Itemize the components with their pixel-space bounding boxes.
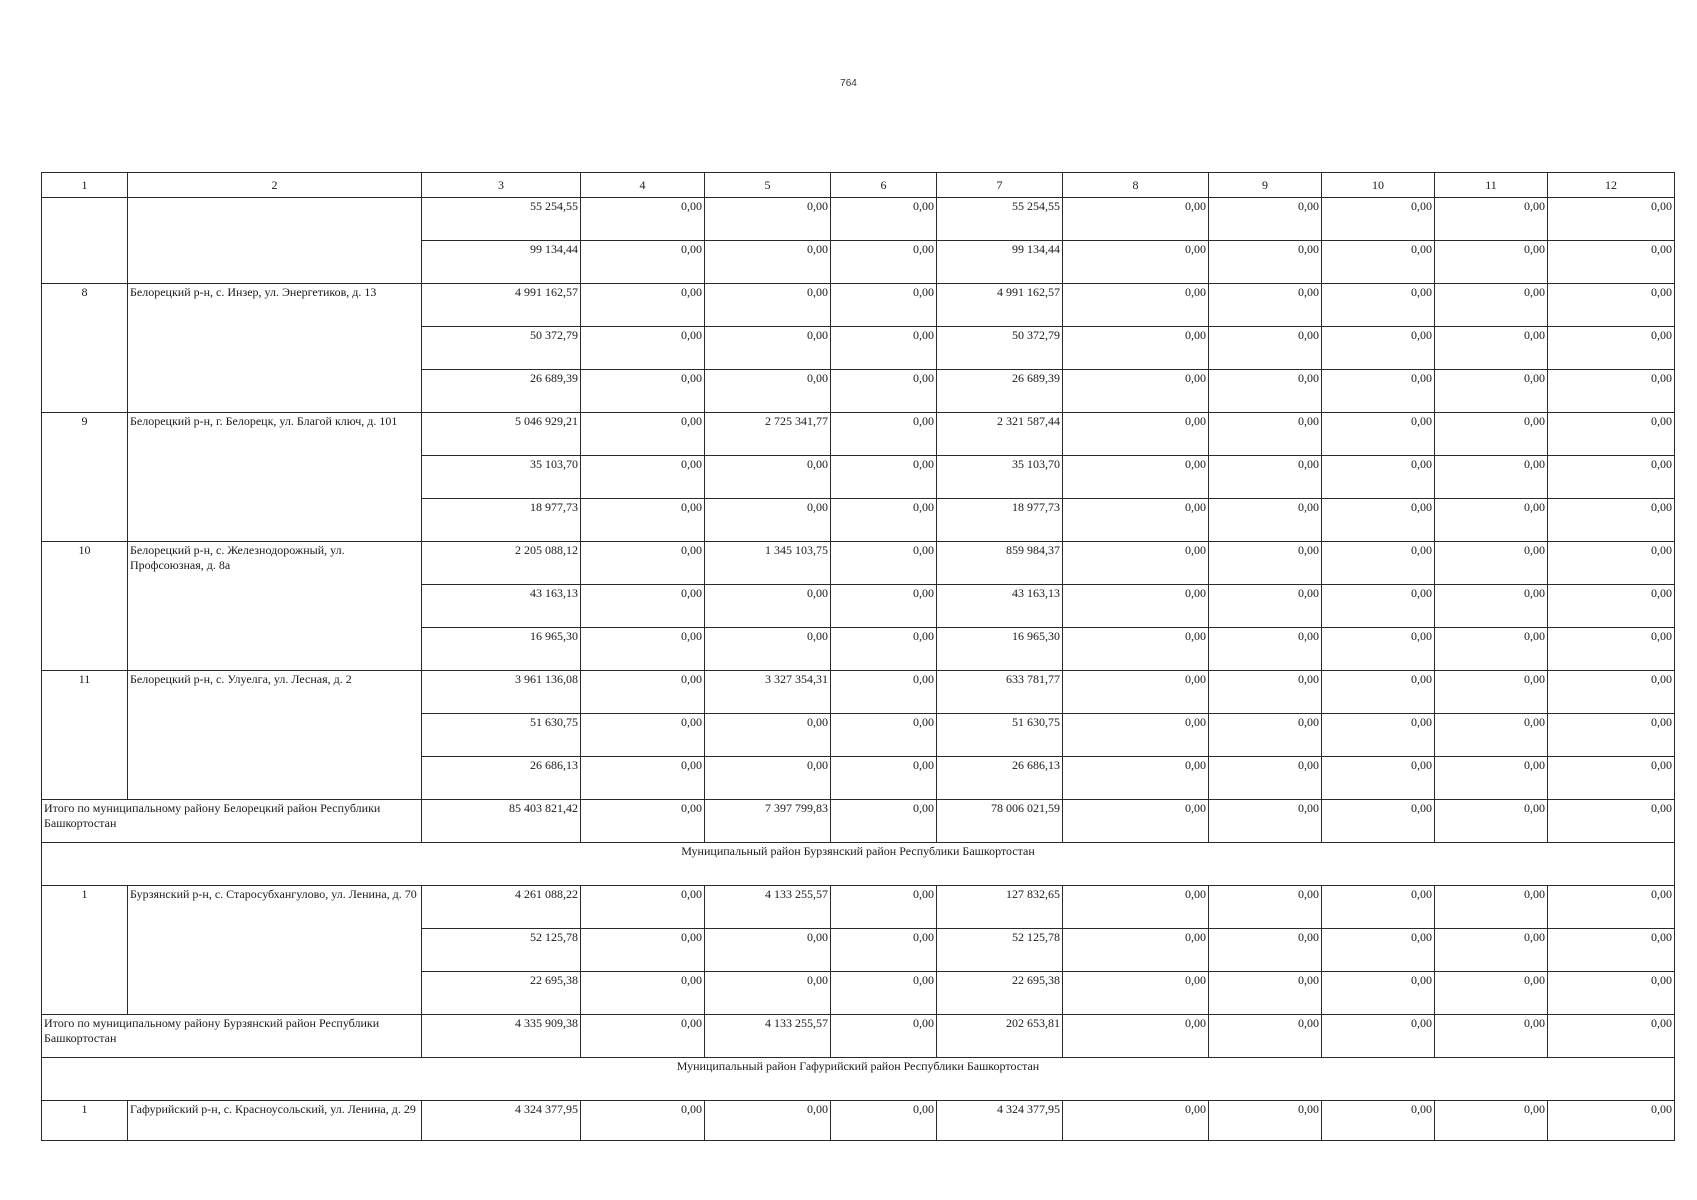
amount-cell: 0,00: [705, 499, 831, 542]
amount-cell: 0,00: [1548, 757, 1675, 800]
amount-cell: 0,00: [1209, 241, 1322, 284]
amount-cell: 0,00: [705, 241, 831, 284]
amount-cell: 0,00: [1209, 370, 1322, 413]
amount-cell: 51 630,75: [937, 714, 1063, 757]
amount-cell: 18 977,73: [937, 499, 1063, 542]
amount-cell: 0,00: [831, 542, 937, 585]
amount-cell: 0,00: [705, 585, 831, 628]
amount-cell: 0,00: [1209, 327, 1322, 370]
amount-cell: 85 403 821,42: [422, 800, 581, 843]
address-cell: Бурзянский р-н, с. Старосубхангулово, ул. Ленина, д. 70: [128, 886, 422, 1015]
amount-cell: 35 103,70: [422, 456, 581, 499]
amount-cell: 0,00: [1209, 1101, 1322, 1141]
row-number: 1: [42, 1101, 128, 1141]
amount-cell: 0,00: [581, 714, 705, 757]
amount-cell: 3 961 136,08: [422, 671, 581, 714]
total-label: Итого по муниципальному району Белорецкий район Республики Башкортостан: [42, 800, 422, 843]
amount-cell: 43 163,13: [422, 585, 581, 628]
amount-cell: 0,00: [1209, 542, 1322, 585]
amount-cell: 50 372,79: [937, 327, 1063, 370]
amount-cell: 1 345 103,75: [705, 542, 831, 585]
amount-cell: 0,00: [831, 456, 937, 499]
amount-cell: 0,00: [831, 1101, 937, 1141]
column-header: 4: [581, 173, 705, 198]
amount-cell: 4 335 909,38: [422, 1015, 581, 1058]
column-header: 11: [1435, 173, 1548, 198]
amount-cell: 0,00: [1063, 671, 1209, 714]
amount-cell: 0,00: [831, 671, 937, 714]
amount-cell: 0,00: [1435, 284, 1548, 327]
amount-cell: 0,00: [1063, 972, 1209, 1015]
amount-cell: 0,00: [1435, 972, 1548, 1015]
amount-cell: 0,00: [1548, 1015, 1675, 1058]
data-table: [41, 172, 1675, 1141]
address-cell: Белорецкий р-н, с. Железнодорожный, ул. Профсоюзная, д. 8а: [128, 542, 422, 671]
amount-cell: 0,00: [581, 1101, 705, 1141]
amount-cell: 7 397 799,83: [705, 800, 831, 843]
amount-cell: 0,00: [581, 499, 705, 542]
table-row: [42, 886, 1675, 929]
amount-cell: 0,00: [1548, 714, 1675, 757]
section-title: Муниципальный район Бурзянский район Республики Башкортостан: [42, 843, 1675, 886]
section-row: [42, 1058, 1675, 1101]
amount-cell: 0,00: [705, 284, 831, 327]
amount-cell: 0,00: [1548, 671, 1675, 714]
amount-cell: 0,00: [581, 542, 705, 585]
amount-cell: 0,00: [831, 886, 937, 929]
amount-cell: 0,00: [1548, 370, 1675, 413]
amount-cell: 0,00: [1063, 499, 1209, 542]
amount-cell: 0,00: [1435, 370, 1548, 413]
amount-cell: 0,00: [1435, 671, 1548, 714]
table-row: [42, 413, 1675, 456]
amount-cell: 0,00: [831, 714, 937, 757]
amount-cell: 0,00: [1322, 370, 1435, 413]
amount-cell: 0,00: [831, 198, 937, 241]
amount-cell: 0,00: [1209, 800, 1322, 843]
amount-cell: 0,00: [705, 370, 831, 413]
amount-cell: 0,00: [1063, 628, 1209, 671]
amount-cell: 0,00: [1435, 241, 1548, 284]
amount-cell: 0,00: [1063, 1015, 1209, 1058]
amount-cell: 0,00: [831, 370, 937, 413]
amount-cell: 0,00: [1322, 714, 1435, 757]
table-header: [42, 173, 1675, 198]
column-header: 9: [1209, 173, 1322, 198]
amount-cell: 2 725 341,77: [705, 413, 831, 456]
amount-cell: 0,00: [1063, 929, 1209, 972]
amount-cell: 51 630,75: [422, 714, 581, 757]
amount-cell: 0,00: [1322, 800, 1435, 843]
amount-cell: 0,00: [1322, 585, 1435, 628]
amount-cell: 0,00: [705, 929, 831, 972]
amount-cell: 43 163,13: [937, 585, 1063, 628]
amount-cell: 4 324 377,95: [937, 1101, 1063, 1141]
amount-cell: 0,00: [1322, 241, 1435, 284]
column-header: 1: [42, 173, 128, 198]
amount-cell: 0,00: [581, 972, 705, 1015]
amount-cell: 4 133 255,57: [705, 1015, 831, 1058]
amount-cell: 0,00: [1322, 886, 1435, 929]
amount-cell: 0,00: [581, 327, 705, 370]
amount-cell: 0,00: [581, 1015, 705, 1058]
amount-cell: 16 965,30: [937, 628, 1063, 671]
amount-cell: 0,00: [1209, 499, 1322, 542]
amount-cell: 0,00: [1548, 327, 1675, 370]
amount-cell: 0,00: [831, 413, 937, 456]
amount-cell: 26 686,13: [422, 757, 581, 800]
table-row: [42, 671, 1675, 714]
amount-cell: 0,00: [1435, 542, 1548, 585]
amount-cell: 0,00: [1209, 671, 1322, 714]
amount-cell: 0,00: [1548, 413, 1675, 456]
address-cell: Гафурийский р-н, с. Красноусольский, ул. Ленина, д. 29: [128, 1101, 422, 1141]
amount-cell: 0,00: [1063, 284, 1209, 327]
amount-cell: 0,00: [831, 585, 937, 628]
amount-cell: 0,00: [1435, 327, 1548, 370]
amount-cell: 16 965,30: [422, 628, 581, 671]
amount-cell: 0,00: [1435, 198, 1548, 241]
amount-cell: 0,00: [1435, 800, 1548, 843]
amount-cell: 4 991 162,57: [422, 284, 581, 327]
amount-cell: 0,00: [1548, 929, 1675, 972]
amount-cell: 0,00: [705, 714, 831, 757]
amount-cell: 0,00: [831, 800, 937, 843]
amount-cell: 0,00: [1435, 757, 1548, 800]
amount-cell: 0,00: [581, 585, 705, 628]
amount-cell: 0,00: [1322, 456, 1435, 499]
amount-cell: 0,00: [1322, 671, 1435, 714]
amount-cell: 0,00: [581, 757, 705, 800]
amount-cell: 0,00: [1063, 198, 1209, 241]
amount-cell: 0,00: [1063, 542, 1209, 585]
amount-cell: 859 984,37: [937, 542, 1063, 585]
amount-cell: 0,00: [1548, 241, 1675, 284]
amount-cell: 52 125,78: [937, 929, 1063, 972]
header-row: [42, 173, 1675, 198]
amount-cell: 35 103,70: [937, 456, 1063, 499]
amount-cell: 4 261 088,22: [422, 886, 581, 929]
column-header: 6: [831, 173, 937, 198]
amount-cell: 0,00: [1322, 284, 1435, 327]
amount-cell: 0,00: [1209, 585, 1322, 628]
amount-cell: 0,00: [831, 757, 937, 800]
amount-cell: 0,00: [831, 284, 937, 327]
amount-cell: 0,00: [581, 628, 705, 671]
address-cell: Белорецкий р-н, г. Белорецк, ул. Благой ключ, д. 101: [128, 413, 422, 542]
column-header: 2: [128, 173, 422, 198]
amount-cell: 0,00: [1435, 1101, 1548, 1141]
amount-cell: 99 134,44: [937, 241, 1063, 284]
amount-cell: 0,00: [1435, 1015, 1548, 1058]
amount-cell: 0,00: [1322, 1101, 1435, 1141]
amount-cell: 0,00: [1548, 499, 1675, 542]
page-number: 764: [840, 78, 857, 89]
amount-cell: 0,00: [581, 198, 705, 241]
table-row: [42, 542, 1675, 585]
amount-cell: 0,00: [1548, 284, 1675, 327]
amount-cell: 0,00: [1209, 628, 1322, 671]
amount-cell: 0,00: [1209, 886, 1322, 929]
section-title: Муниципальный район Гафурийский район Республики Башкортостан: [42, 1058, 1675, 1101]
amount-cell: 0,00: [705, 628, 831, 671]
total-label: Итого по муниципальному району Бурзянский район Республики Башкортостан: [42, 1015, 422, 1058]
amount-cell: 0,00: [705, 456, 831, 499]
amount-cell: 2 321 587,44: [937, 413, 1063, 456]
table-row: [42, 1101, 1675, 1141]
row-number: 8: [42, 284, 128, 413]
amount-cell: 0,00: [1435, 929, 1548, 972]
amount-cell: 4 324 377,95: [422, 1101, 581, 1141]
amount-cell: 52 125,78: [422, 929, 581, 972]
amount-cell: 0,00: [705, 198, 831, 241]
amount-cell: 0,00: [1322, 327, 1435, 370]
amount-cell: 4 991 162,57: [937, 284, 1063, 327]
amount-cell: 0,00: [1548, 1101, 1675, 1141]
amount-cell: 0,00: [1435, 714, 1548, 757]
amount-cell: 26 686,13: [937, 757, 1063, 800]
amount-cell: 0,00: [1548, 886, 1675, 929]
amount-cell: 0,00: [705, 972, 831, 1015]
table-row: [42, 198, 1675, 241]
amount-cell: 78 006 021,59: [937, 800, 1063, 843]
amount-cell: 0,00: [1322, 929, 1435, 972]
amount-cell: 0,00: [1548, 972, 1675, 1015]
amount-cell: 0,00: [705, 327, 831, 370]
amount-cell: 0,00: [581, 370, 705, 413]
amount-cell: 0,00: [581, 671, 705, 714]
amount-cell: 0,00: [1548, 198, 1675, 241]
column-header: 8: [1063, 173, 1209, 198]
amount-cell: 0,00: [1548, 456, 1675, 499]
amount-cell: 0,00: [1322, 1015, 1435, 1058]
amount-cell: 0,00: [1209, 1015, 1322, 1058]
amount-cell: 0,00: [1322, 972, 1435, 1015]
amount-cell: 0,00: [1063, 800, 1209, 843]
table-body: [42, 198, 1675, 1141]
amount-cell: 0,00: [581, 800, 705, 843]
amount-cell: 22 695,38: [422, 972, 581, 1015]
amount-cell: 26 689,39: [422, 370, 581, 413]
amount-cell: 0,00: [1548, 542, 1675, 585]
amount-cell: 0,00: [705, 757, 831, 800]
amount-cell: 0,00: [1209, 929, 1322, 972]
amount-cell: 0,00: [1063, 370, 1209, 413]
amount-cell: 0,00: [581, 284, 705, 327]
amount-cell: 0,00: [831, 499, 937, 542]
amount-cell: 0,00: [1063, 585, 1209, 628]
amount-cell: 0,00: [831, 972, 937, 1015]
amount-cell: 0,00: [1063, 757, 1209, 800]
total-row: [42, 1015, 1675, 1058]
row-number: 1: [42, 886, 128, 1015]
amount-cell: 0,00: [1063, 714, 1209, 757]
amount-cell: 202 653,81: [937, 1015, 1063, 1058]
amount-cell: 26 689,39: [937, 370, 1063, 413]
amount-cell: 0,00: [1322, 499, 1435, 542]
amount-cell: 0,00: [581, 456, 705, 499]
amount-cell: 0,00: [1322, 413, 1435, 456]
table-row: [42, 284, 1675, 327]
amount-cell: 22 695,38: [937, 972, 1063, 1015]
amount-cell: 0,00: [1548, 585, 1675, 628]
column-header: 3: [422, 173, 581, 198]
amount-cell: 127 832,65: [937, 886, 1063, 929]
amount-cell: 0,00: [1063, 241, 1209, 284]
row-number: 10: [42, 542, 128, 671]
column-header: 7: [937, 173, 1063, 198]
amount-cell: 0,00: [1063, 1101, 1209, 1141]
column-header: 5: [705, 173, 831, 198]
amount-cell: 55 254,55: [422, 198, 581, 241]
amount-cell: 0,00: [1435, 585, 1548, 628]
amount-cell: 0,00: [1435, 886, 1548, 929]
amount-cell: 0,00: [1322, 542, 1435, 585]
amount-cell: 0,00: [581, 886, 705, 929]
amount-cell: 0,00: [831, 241, 937, 284]
amount-cell: 0,00: [831, 628, 937, 671]
amount-cell: 3 327 354,31: [705, 671, 831, 714]
amount-cell: 0,00: [1435, 499, 1548, 542]
amount-cell: 0,00: [831, 929, 937, 972]
amount-cell: 0,00: [1209, 714, 1322, 757]
amount-cell: 0,00: [1209, 284, 1322, 327]
row-number: 9: [42, 413, 128, 542]
amount-cell: 0,00: [1209, 198, 1322, 241]
total-row: [42, 800, 1675, 843]
amount-cell: 0,00: [1063, 456, 1209, 499]
address-cell: Белорецкий р-н, с. Улуелга, ул. Лесная, д. 2: [128, 671, 422, 800]
amount-cell: 0,00: [1063, 886, 1209, 929]
amount-cell: 0,00: [1209, 456, 1322, 499]
amount-cell: 0,00: [581, 413, 705, 456]
amount-cell: 0,00: [705, 1101, 831, 1141]
amount-cell: 50 372,79: [422, 327, 581, 370]
column-header: 10: [1322, 173, 1435, 198]
amount-cell: 0,00: [1209, 757, 1322, 800]
amount-cell: 4 133 255,57: [705, 886, 831, 929]
row-number: [42, 198, 128, 284]
amount-cell: 0,00: [831, 1015, 937, 1058]
address-cell: Белорецкий р-н, с. Инзер, ул. Энергетиков, д. 13: [128, 284, 422, 413]
address-cell: [128, 198, 422, 284]
amount-cell: 633 781,77: [937, 671, 1063, 714]
amount-cell: 2 205 088,12: [422, 542, 581, 585]
amount-cell: 0,00: [1435, 456, 1548, 499]
amount-cell: 0,00: [1063, 413, 1209, 456]
amount-cell: 55 254,55: [937, 198, 1063, 241]
amount-cell: 18 977,73: [422, 499, 581, 542]
amount-cell: 0,00: [831, 327, 937, 370]
amount-cell: 0,00: [1435, 628, 1548, 671]
amount-cell: 0,00: [1435, 413, 1548, 456]
amount-cell: 0,00: [1063, 327, 1209, 370]
amount-cell: 0,00: [581, 241, 705, 284]
amount-cell: 0,00: [1548, 800, 1675, 843]
row-number: 11: [42, 671, 128, 800]
amount-cell: 5 046 929,21: [422, 413, 581, 456]
amount-cell: 99 134,44: [422, 241, 581, 284]
amount-cell: 0,00: [581, 929, 705, 972]
section-row: [42, 843, 1675, 886]
amount-cell: 0,00: [1322, 198, 1435, 241]
amount-cell: 0,00: [1209, 972, 1322, 1015]
amount-cell: 0,00: [1322, 628, 1435, 671]
column-header: 12: [1548, 173, 1675, 198]
amount-cell: 0,00: [1322, 757, 1435, 800]
amount-cell: 0,00: [1209, 413, 1322, 456]
amount-cell: 0,00: [1548, 628, 1675, 671]
